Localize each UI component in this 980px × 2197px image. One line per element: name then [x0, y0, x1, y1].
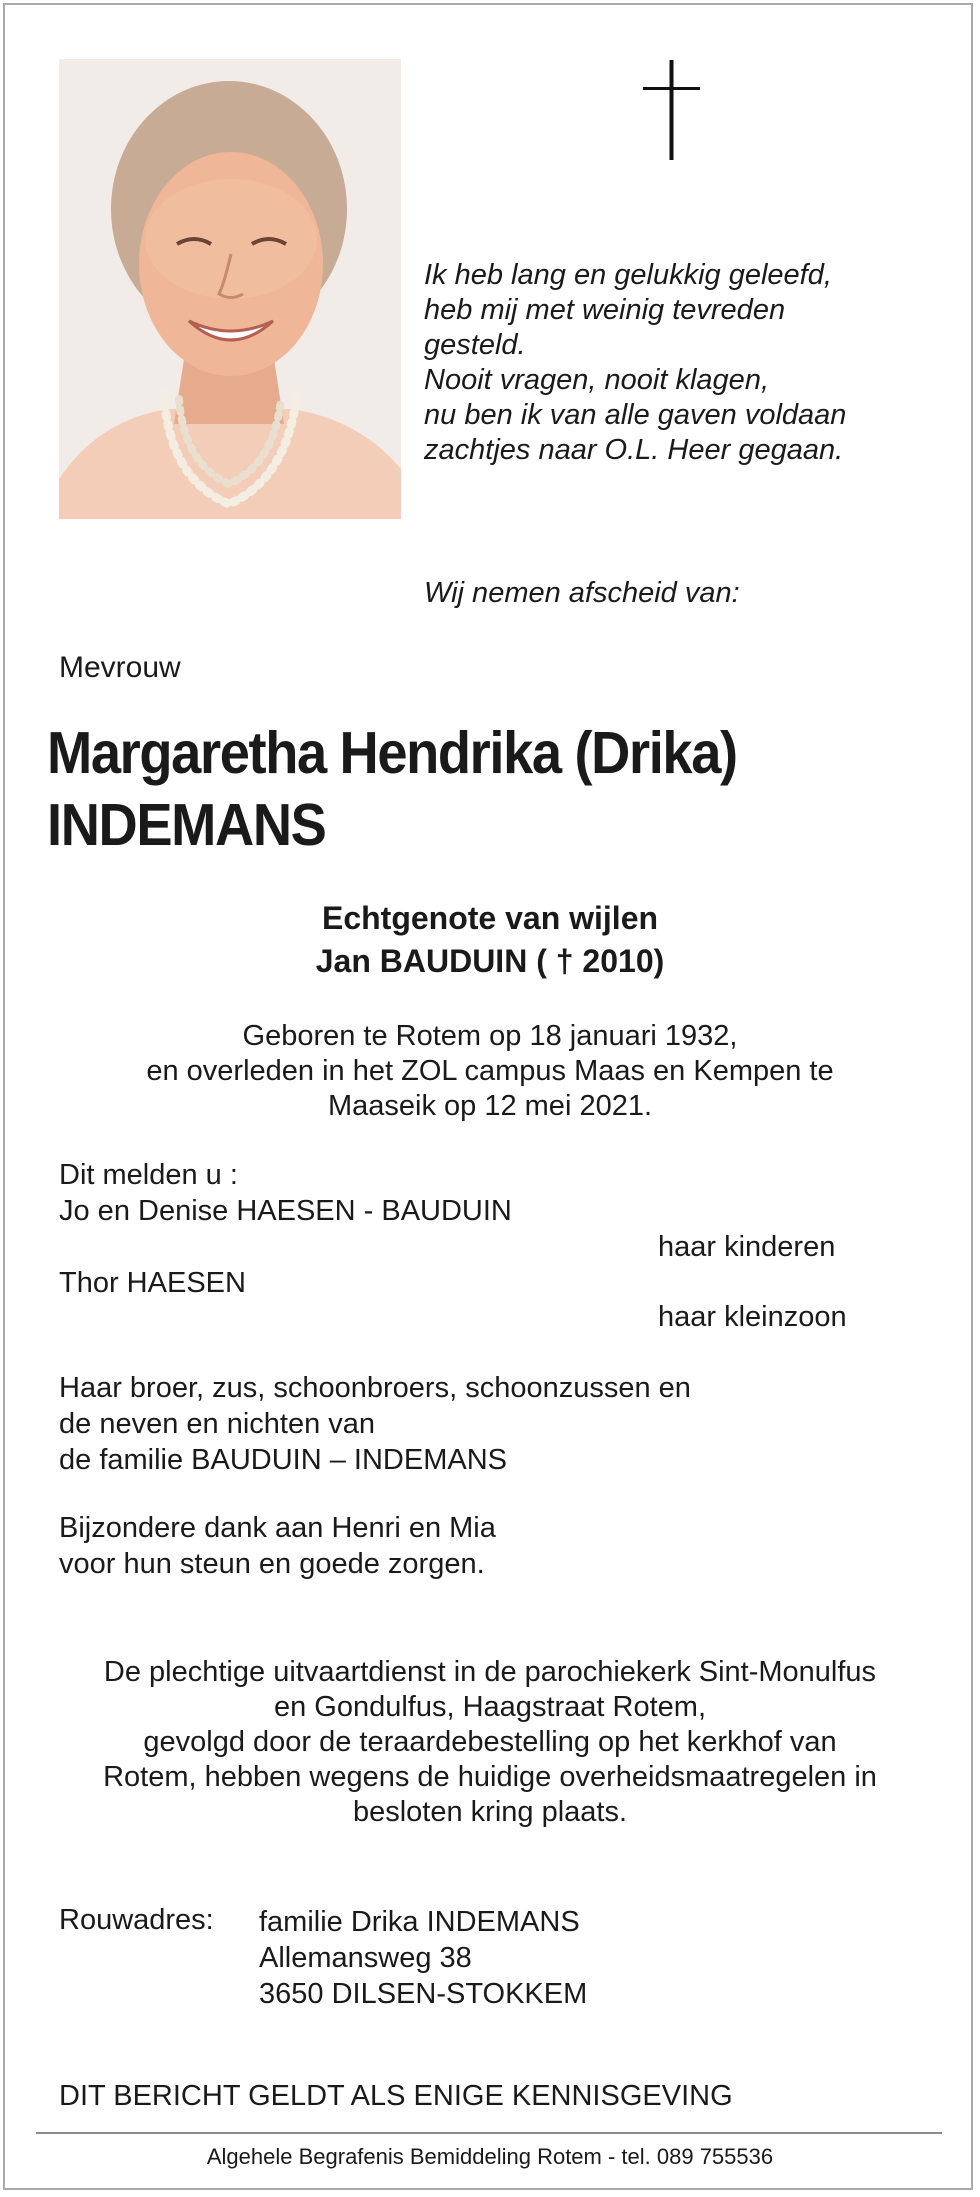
birth-death-line: en overleden in het ZOL campus Maas en Kempen te: [146, 1055, 834, 1087]
spouse-line1: Echtgenote van wijlen: [321, 900, 659, 936]
birth-death-line: Maaseik op 12 mei 2021.: [327, 1090, 653, 1122]
family-block: [59, 1370, 691, 1478]
portrait-photo: [59, 59, 401, 519]
portrait-illustration: [59, 59, 401, 519]
salutation: Mevrouw: [59, 651, 181, 684]
grandson-name: Thor HAESEN: [59, 1267, 246, 1299]
service-line: Rotem, hebben wegens de huidige overheidsmaatregelen in: [103, 1761, 877, 1793]
spouse-line2: Jan BAUDUIN ( † 2010): [315, 943, 665, 979]
poem-line: Ik heb lang en gelukkig geleefd,: [424, 259, 832, 291]
notice-text: DIT BERICHT GELDT ALS ENIGE KENNISGEVING: [59, 2080, 733, 2112]
footer-divider: [36, 2132, 942, 2134]
deceased-name: [47, 717, 737, 861]
poem: [424, 258, 846, 468]
address-label: Rouwadres:: [59, 1904, 214, 1936]
service-block: [0, 1655, 980, 1830]
cross-icon: [643, 60, 700, 160]
address-line: familie Drika INDEMANS: [259, 1906, 580, 1938]
grandson-role: haar kleinzoon: [658, 1301, 847, 1333]
announcers-intro: Dit melden u :: [59, 1159, 238, 1191]
thanks-block: [59, 1510, 496, 1582]
poem-line: heb mij met weinig tevreden: [424, 294, 786, 326]
address-lines: [259, 1904, 587, 2012]
family-line: Haar broer, zus, schoonbroers, schoonzussen en: [59, 1372, 691, 1404]
deceased-name-line2: INDEMANS: [47, 792, 326, 858]
poem-line: gesteld.: [424, 329, 526, 361]
family-line: de neven en nichten van: [59, 1408, 376, 1440]
thanks-line: voor hun steun en goede zorgen.: [59, 1548, 485, 1580]
deceased-name-line1: Margaretha Hendrika (Drika): [47, 720, 737, 786]
footer-text: Algehele Begrafenis Bemiddeling Rotem - tel. 089 755536: [206, 2144, 774, 2169]
children-names: Jo en Denise HAESEN - BAUDUIN: [59, 1195, 512, 1227]
family-line: de familie BAUDUIN – INDEMANS: [59, 1444, 507, 1476]
service-line: De plechtige uitvaartdienst in de parochiekerk Sint-Monulfus: [103, 1656, 877, 1688]
thanks-line: Bijzondere dank aan Henri en Mia: [59, 1512, 496, 1544]
address-line: Allemansweg 38: [259, 1942, 472, 1974]
poem-line: nu ben ik van alle gaven voldaan: [424, 399, 847, 431]
service-line: en Gondulfus, Haagstraat Rotem,: [273, 1691, 706, 1723]
service-line: besloten kring plaats.: [352, 1796, 628, 1828]
service-line: gevolgd door de teraardebestelling op het kerkhof van: [143, 1726, 837, 1758]
birth-death-line: Geboren te Rotem op 18 januari 1932,: [242, 1020, 738, 1052]
children-role: haar kinderen: [658, 1231, 836, 1263]
spouse-block: [0, 897, 980, 983]
birth-death-block: [0, 1019, 980, 1124]
poem-line: zachtjes naar O.L. Heer gegaan.: [424, 434, 844, 466]
poem-line: Nooit vragen, nooit klagen,: [424, 364, 769, 396]
farewell-text: Wij nemen afscheid van:: [424, 577, 740, 609]
address-line: 3650 DILSEN-STOKKEM: [259, 1978, 588, 2010]
